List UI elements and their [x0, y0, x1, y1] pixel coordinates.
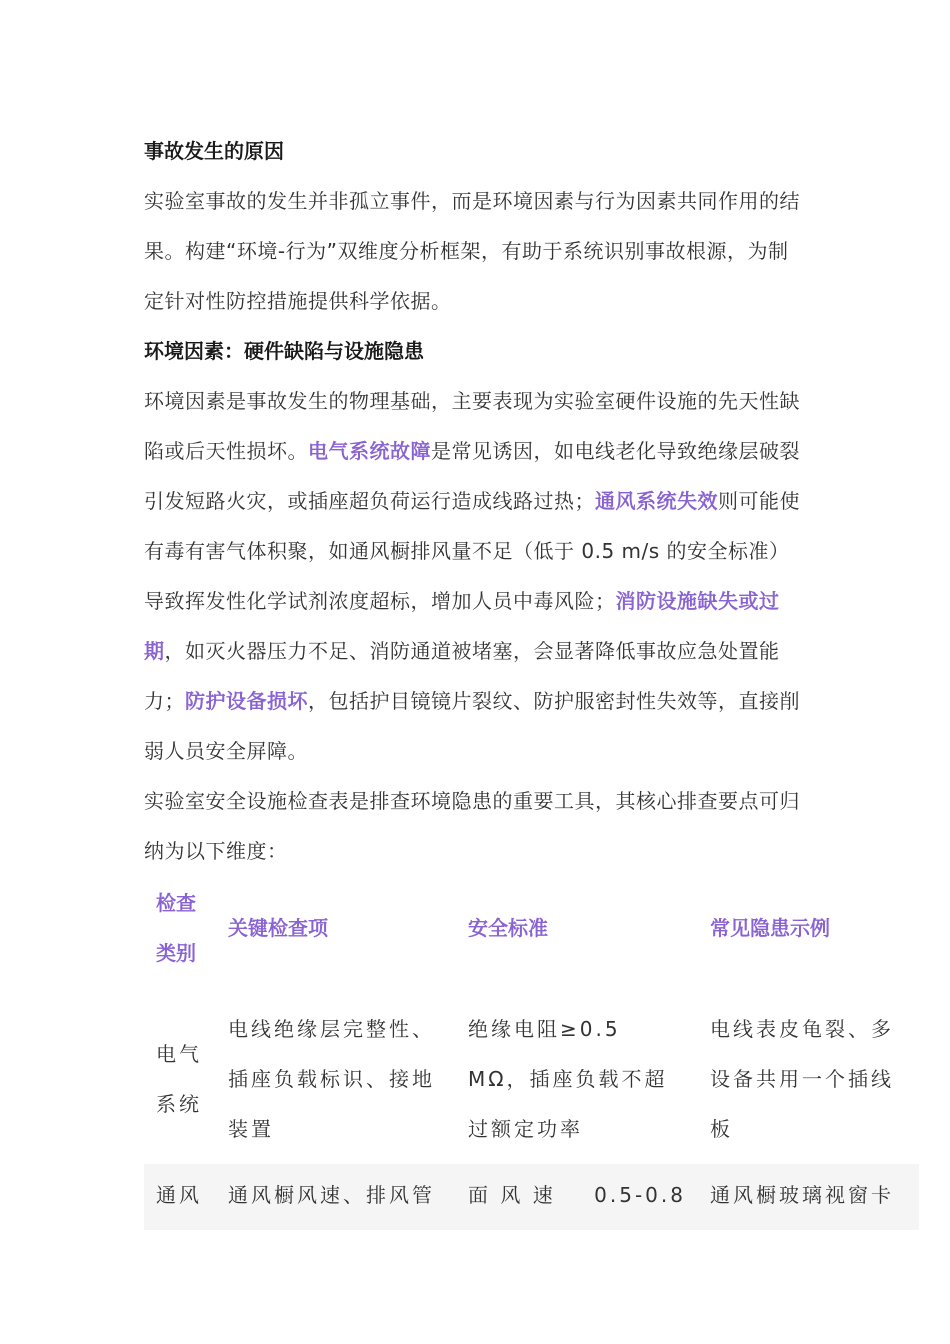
table-header-hazard: 常见隐患示例: [710, 916, 830, 940]
highlight-protective: 防护设备损坏: [185, 689, 308, 713]
highlight-electrical: 电气系统故障: [308, 439, 431, 463]
table-header-row: [144, 878, 919, 990]
table-cell: 通风: [156, 1183, 202, 1207]
highlight-fire: 消防设施缺失或过期: [144, 589, 780, 663]
text-electrical: 是常见诱因，如电线老化导致绝缘层破裂引发短路火灾，或插座超负荷运行造成线路过热；: [144, 439, 800, 513]
text-protective: ，包括护目镜镜片裂纹、防护服密封性失效等，直接削弱人员安全屏障。: [144, 689, 800, 763]
inspection-table: [144, 878, 919, 1230]
paragraph-environment: [144, 376, 804, 776]
table-header-check-item: 关键检查项: [228, 916, 328, 940]
table-cell-part: 面 风 速: [468, 1183, 556, 1207]
table-cell: 电线表皮龟裂、多设备共用一个插线板: [710, 1017, 894, 1141]
table-cell: 绝缘电阻≥0.5 MΩ，插座负载不超过额定功率: [468, 1017, 668, 1141]
table-cell: 通风橱玻璃视窗卡: [710, 1183, 894, 1207]
document-content: [144, 126, 804, 876]
table-cell: 通风橱风速、排风管: [228, 1183, 435, 1207]
text-intro: 环境因素是事故发生的物理基础，主要表现为实验室硬件设施的先天性缺陷或后天性损坏。: [144, 389, 800, 463]
section-heading-environment: 环境因素：硬件缺陷与设施隐患: [144, 339, 424, 363]
highlight-ventilation: 通风系统失效: [595, 489, 718, 513]
section-heading-causes: 事故发生的原因: [144, 139, 284, 163]
table-row: [144, 1164, 919, 1230]
table-cell-part: 0.5-0.8: [594, 1183, 686, 1207]
paragraph-table-intro: 实验室安全设施检查表是排查环境隐患的重要工具，其核心排查要点可归纳为以下维度：: [144, 789, 800, 863]
table-row: [144, 990, 919, 1164]
table-header-category: 检查类别: [156, 891, 196, 965]
text-ventilation: 则可能使有毒有害气体积聚，如通风橱排风量不足（低于 0.5 m/s 的安全标准）导致挥发性化学试剂浓度超标，增加人员中毒风险；: [144, 489, 800, 613]
text-fire: ，如灭火器压力不足、消防通道被堵塞，会显著降低事故应急处置能力；: [144, 639, 780, 713]
table-cell: 电线绝缘层完整性、插座负载标识、接地装置: [228, 1017, 435, 1141]
table-cell-split: [468, 1170, 686, 1220]
table-header-standard: 安全标准: [468, 916, 548, 940]
paragraph-causes: 实验室事故的发生并非孤立事件，而是环境因素与行为因素共同作用的结果。构建“环境-行为”双维度分析框架，有助于系统识别事故根源，为制定针对性防控措施提供科学依据。: [144, 189, 800, 313]
table-cell: [456, 1164, 698, 1230]
table-cell: 电气系统: [156, 1042, 202, 1116]
